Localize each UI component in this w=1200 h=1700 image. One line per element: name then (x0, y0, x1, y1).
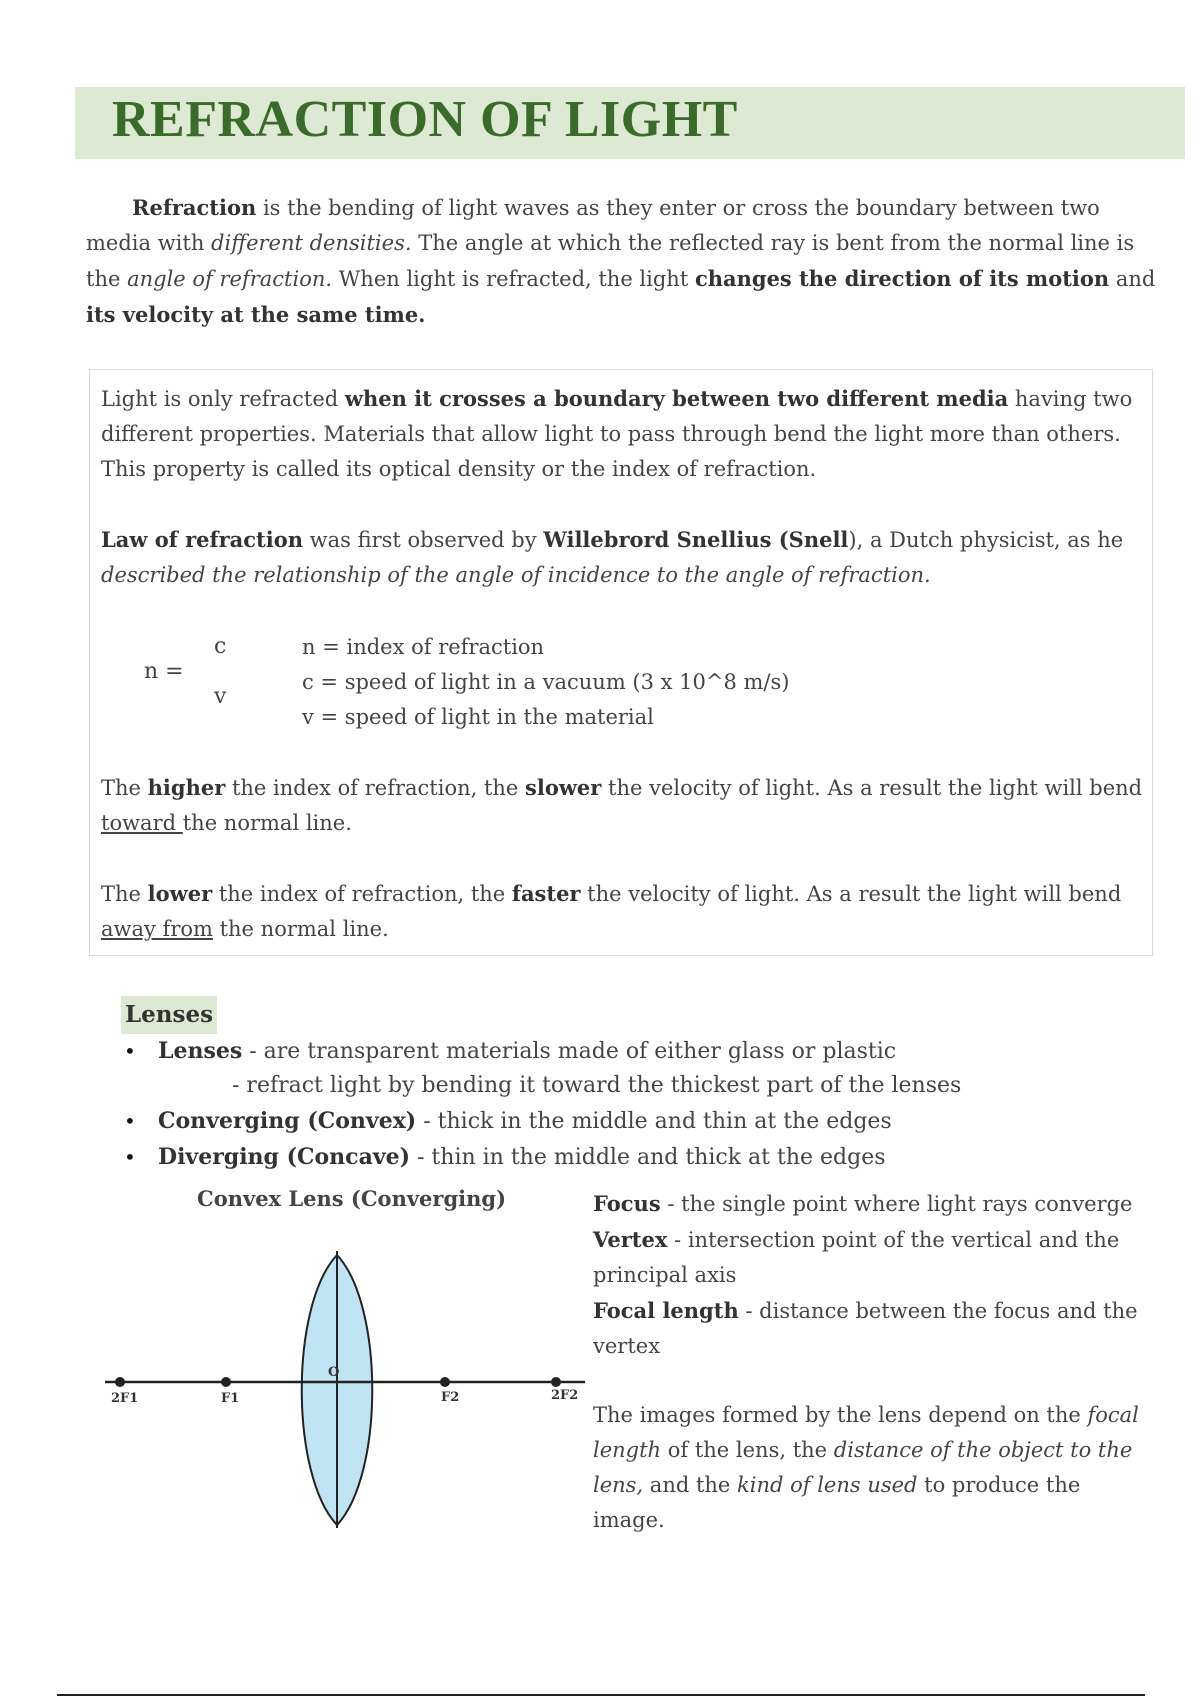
label-2f1: 2F1 (111, 1391, 139, 1406)
law-of-refraction-term: Law of refraction (101, 527, 303, 552)
lens-bullet-2-desc: - thick in the middle and thin at the edges (416, 1109, 892, 1134)
def-focus (593, 1186, 1153, 1222)
focus-text: - the single point where light rays converge (660, 1192, 1133, 1216)
focal-length-text: - distance between the focus and the vertex (593, 1299, 1138, 1358)
box-p4-text-g: the normal line. (212, 917, 389, 941)
formula-numerator: c (214, 634, 227, 659)
bullet-icon: • (124, 1109, 136, 1133)
box-p4-bold-faster: faster (511, 881, 581, 906)
box-p4-text-c: the index of refraction, the (212, 882, 512, 906)
vertex-term: Vertex (593, 1227, 668, 1252)
box-p2-text-b: was first observed by (302, 528, 544, 552)
images-text-a: The images formed by the lens depend on the (593, 1403, 1088, 1427)
intro-text-4: and (1109, 267, 1156, 291)
label-f2: F2 (441, 1390, 460, 1405)
intro-term-refraction: Refraction (132, 195, 257, 220)
images-text-g: to produce the image. (593, 1473, 1081, 1532)
label-o: O (328, 1365, 340, 1380)
box-p3-text-g: the normal line. (182, 811, 352, 835)
box-paragraph-3 (101, 770, 1147, 841)
page-title: REFRACTION OF LIGHT (112, 91, 738, 148)
diagram-title: Convex Lens (Converging) (197, 1186, 507, 1211)
box-p2-text-d: ), a Dutch physicist, as he (848, 528, 1124, 552)
lenses-heading: Lenses (121, 996, 217, 1034)
images-italic-distance: distance of the object to the lens, (593, 1438, 1133, 1497)
box-p3-text-c: the index of refraction, the (225, 776, 526, 800)
lens-bullet-2-term: Converging (Convex) (158, 1108, 417, 1134)
lens-bullet-3-desc: - thin in the middle and thick at the edges (410, 1145, 886, 1170)
lens-bullet-1-term: Lenses (158, 1038, 243, 1064)
point-f2 (440, 1377, 450, 1387)
label-f1: F1 (221, 1391, 240, 1406)
lens-bullet-1-text (158, 1033, 896, 1070)
def-focal-length (593, 1293, 1153, 1364)
box-p4-text-e: the velocity of light. As a result the light will bend (580, 882, 1122, 906)
box-p3-underline-toward: toward (101, 811, 183, 835)
intro-bold-direction: changes the direction of its motion (694, 266, 1110, 291)
box-p1-text-c: having two different properties. Materials that allow light to pass through bend the light more than others. This property is called its optical density or the index of refraction. (101, 387, 1133, 481)
images-italic-focal: focal length (593, 1403, 1139, 1462)
intro-bold-velocity: its velocity at the same time. (86, 302, 426, 327)
box-p1-bold: when it crosses a boundary between two different media (344, 386, 1009, 411)
box-p4-bold-lower: lower (147, 881, 213, 906)
intro-text-2: The angle at which the reflected ray is bent from the normal line is the (86, 231, 1135, 291)
box-p3-text-e: the velocity of light. As a result the light will bend (601, 776, 1143, 800)
point-2f2 (551, 1377, 561, 1387)
formula-n: n = (144, 659, 184, 684)
intro-paragraph (86, 190, 1160, 333)
def-vertex (593, 1222, 1153, 1293)
definition-v: v = speed of light in the material (302, 705, 654, 729)
definitions-column (593, 1186, 1153, 1364)
lens-bullet-1-subline: - refract light by bending it toward the thickest part of the lenses (232, 1073, 962, 1098)
definition-n: n = index of refraction (302, 635, 545, 659)
box-paragraph-1 (101, 381, 1147, 487)
snell-name: Willebrord Snellius (Snell (543, 527, 849, 552)
bullet-icon: • (124, 1145, 136, 1169)
lens-bullet-2-text (158, 1103, 892, 1140)
point-f1 (221, 1377, 231, 1387)
box-p3-text-a: The (101, 776, 148, 800)
formula-definitions (302, 630, 789, 735)
formula-denominator: v (214, 684, 227, 709)
box-paragraph-2 (101, 522, 1147, 593)
intro-text-3: When light is refracted, the light (332, 267, 695, 291)
images-italic-kind: kind of lens used (737, 1473, 918, 1497)
box-paragraph-4 (101, 876, 1147, 947)
images-text-c: of the lens, the (661, 1438, 834, 1462)
intro-italic-angle: angle of refraction. (127, 267, 333, 291)
vertex-text: - intersection point of the vertical and the principal axis (593, 1228, 1120, 1287)
bottom-rule (57, 1694, 1145, 1696)
box-p4-underline-away: away from (101, 917, 213, 941)
box-p2-italic: described the relationship of the angle of incidence to the angle of refraction. (101, 563, 931, 587)
lens-bullet-3-text (158, 1139, 886, 1176)
images-paragraph (593, 1398, 1153, 1538)
focus-term: Focus (593, 1191, 661, 1216)
intro-text-1: is the bending of light waves as they enter or cross the boundary between two media with (86, 196, 1100, 255)
label-2f2: 2F2 (551, 1388, 579, 1403)
box-p4-text-a: The (101, 882, 148, 906)
intro-italic-densities: different densities. (211, 231, 412, 255)
point-2f1 (115, 1377, 125, 1387)
lens-bullet-1-desc: - are transparent materials made of either glass or plastic (242, 1039, 897, 1064)
box-p1-text-a: Light is only refracted (101, 387, 345, 411)
lens-bullet-3-term: Diverging (Concave) (158, 1144, 411, 1170)
images-text-e: and the (643, 1473, 738, 1497)
bullet-icon: • (124, 1039, 136, 1063)
box-p3-bold-higher: higher (147, 775, 226, 800)
definition-c: c = speed of light in a vacuum (3 x 10^8 m/s) (302, 670, 790, 694)
focal-length-term: Focal length (593, 1298, 739, 1323)
convex-lens-diagram (100, 1245, 590, 1530)
box-p3-bold-slower: slower (525, 775, 602, 800)
